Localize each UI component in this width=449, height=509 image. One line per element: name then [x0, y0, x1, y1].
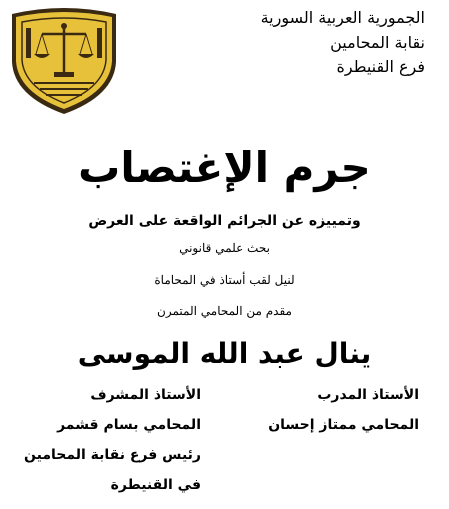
document-title: جرم الإغتصاب: [78, 143, 371, 192]
supervisor-name: المحامي بسام قشمر: [57, 417, 201, 433]
trainer-block: [239, 380, 419, 440]
supervisor-title-1: رئيس فرع نقابة المحامين: [24, 447, 201, 463]
author-name: ينال عبد الله الموسى: [77, 337, 372, 370]
bar-association-logo: [6, 4, 122, 116]
branch-line: فرع القنيطرة: [336, 57, 425, 76]
supervisor-block: [21, 380, 201, 500]
document-subtitle: وتمييزه عن الجرائم الواقعة على العرض: [88, 213, 361, 229]
issuer-header: [205, 6, 425, 80]
supervisor-title-2: في القنيطرة: [110, 477, 201, 493]
research-type-line: بحث علمي قانوني: [179, 241, 270, 255]
trainer-name: المحامي ممتاز إحسان: [268, 417, 419, 433]
association-line: نقابة المحامين: [330, 32, 425, 52]
trainer-role: الأستاذ المدرب: [317, 387, 419, 403]
purpose-line: لنيل لقب أستاذ في المحاماة: [154, 273, 295, 287]
supervisor-role: الأستاذ المشرف: [90, 387, 201, 403]
presented-by-line: مقدم من المحامي المتمرن: [157, 304, 292, 318]
shield-emblem-icon: [6, 4, 122, 116]
country-line: الجمورية العربية السورية: [260, 8, 425, 27]
